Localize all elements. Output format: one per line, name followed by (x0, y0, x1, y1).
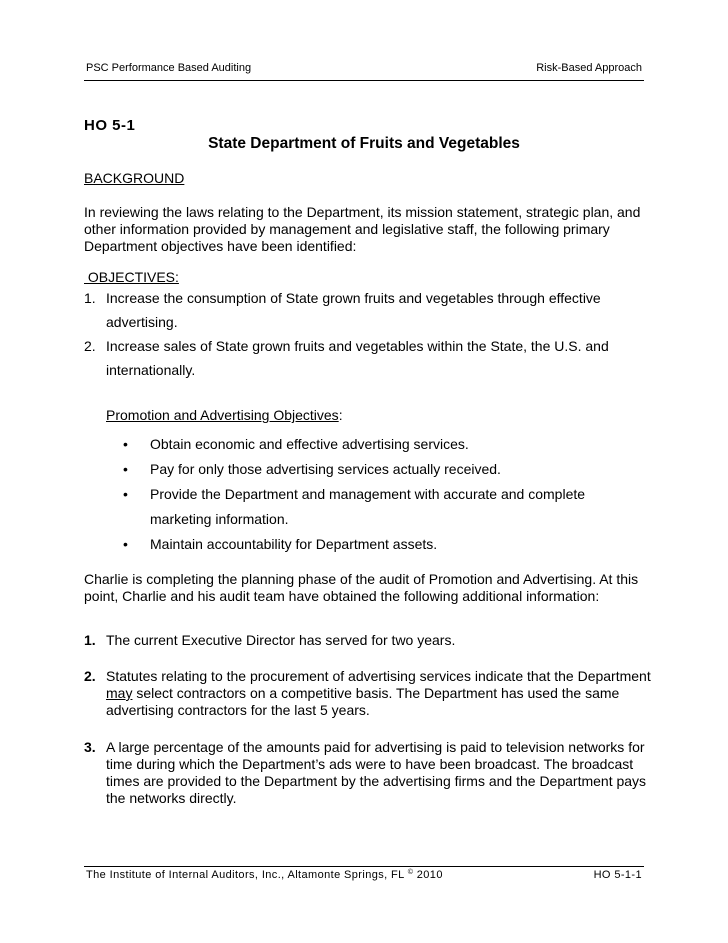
copyright-symbol: © (407, 869, 414, 876)
info-item-3 (84, 739, 654, 807)
bullet-icon: • (123, 436, 128, 452)
footer-rule (84, 866, 644, 867)
handout-id: HO 5-1 (84, 117, 136, 134)
info-item-1 (84, 632, 654, 649)
bullet-text: Maintain accountability for Department assets. (150, 536, 438, 552)
objectives-list (84, 286, 654, 382)
objective-number: 2. (84, 338, 96, 354)
footer-left (86, 869, 443, 881)
header-left: PSC Performance Based Auditing (86, 62, 252, 74)
info-item-emphasis: may (106, 685, 133, 701)
info-item-number: 2. (84, 668, 96, 684)
info-item-number: 3. (84, 739, 96, 755)
info-item-text-b: select contractors on a competitive basis. The Department has used the same advertising contractors for the last 5 years. (106, 685, 620, 718)
charlie-paragraph: Charlie is completing the planning phase of the audit of Promotion and Advertising. At this point, Charlie and his audit team have obtained the following additional information: (84, 571, 639, 604)
promotion-bullet-list (106, 432, 626, 557)
footer-page-number: HO 5-1-1 (593, 869, 642, 881)
objective-number: 1. (84, 290, 96, 306)
promotion-heading (106, 407, 343, 423)
info-item-text: The current Executive Director has served for two years. (106, 632, 456, 648)
footer-year: 2010 (413, 869, 443, 881)
page-footer (84, 869, 644, 885)
objective-item (84, 286, 654, 334)
info-item-2 (84, 668, 654, 719)
info-item-number: 1. (84, 632, 96, 648)
bullet-icon: • (123, 486, 128, 502)
objective-text: Increase sales of State grown fruits and vegetables within the State, the U.S. and internationally. (106, 338, 609, 378)
header-rule (84, 80, 644, 81)
footer-org: The Institute of Internal Auditors, Inc., Altamonte Springs, FL (86, 869, 408, 881)
bullet-item (106, 432, 626, 457)
bullet-text: Provide the Department and management with accurate and complete marketing information. (150, 486, 586, 527)
info-item-text-a: Statutes relating to the procurement of advertising services indicate that the Department (106, 668, 651, 684)
bullet-item (106, 482, 626, 532)
info-item-text: A large percentage of the amounts paid for advertising is paid to television networks for time during which the Department’s ads were to have been broadcast. The broadcast times are provided to the Department by the advertising firms and the Department pays the networks directly. (106, 739, 647, 806)
bullet-item (106, 457, 626, 482)
promotion-heading-colon: : (338, 407, 343, 423)
bullet-item (106, 532, 626, 557)
bullet-text: Obtain economic and effective advertising services. (150, 436, 469, 452)
objectives-heading: OBJECTIVES: (84, 269, 179, 285)
background-heading: BACKGROUND (84, 170, 185, 186)
objective-item (84, 334, 654, 382)
background-paragraph: In reviewing the laws relating to the Department, its mission statement, strategic plan, and other information provided by management and legislative staff, the following primary Department objectives have been identified: (84, 204, 641, 254)
bullet-icon: • (123, 461, 128, 477)
page-header (84, 62, 644, 78)
page-title: State Department of Fruits and Vegetables (208, 135, 520, 152)
objective-text: Increase the consumption of State grown fruits and vegetables through effective advertising. (106, 290, 601, 330)
bullet-text: Pay for only those advertising services actually received. (150, 461, 501, 477)
header-right: Risk-Based Approach (536, 62, 642, 74)
bullet-icon: • (123, 536, 128, 552)
promotion-heading-text: Promotion and Advertising Objectives (106, 407, 339, 423)
